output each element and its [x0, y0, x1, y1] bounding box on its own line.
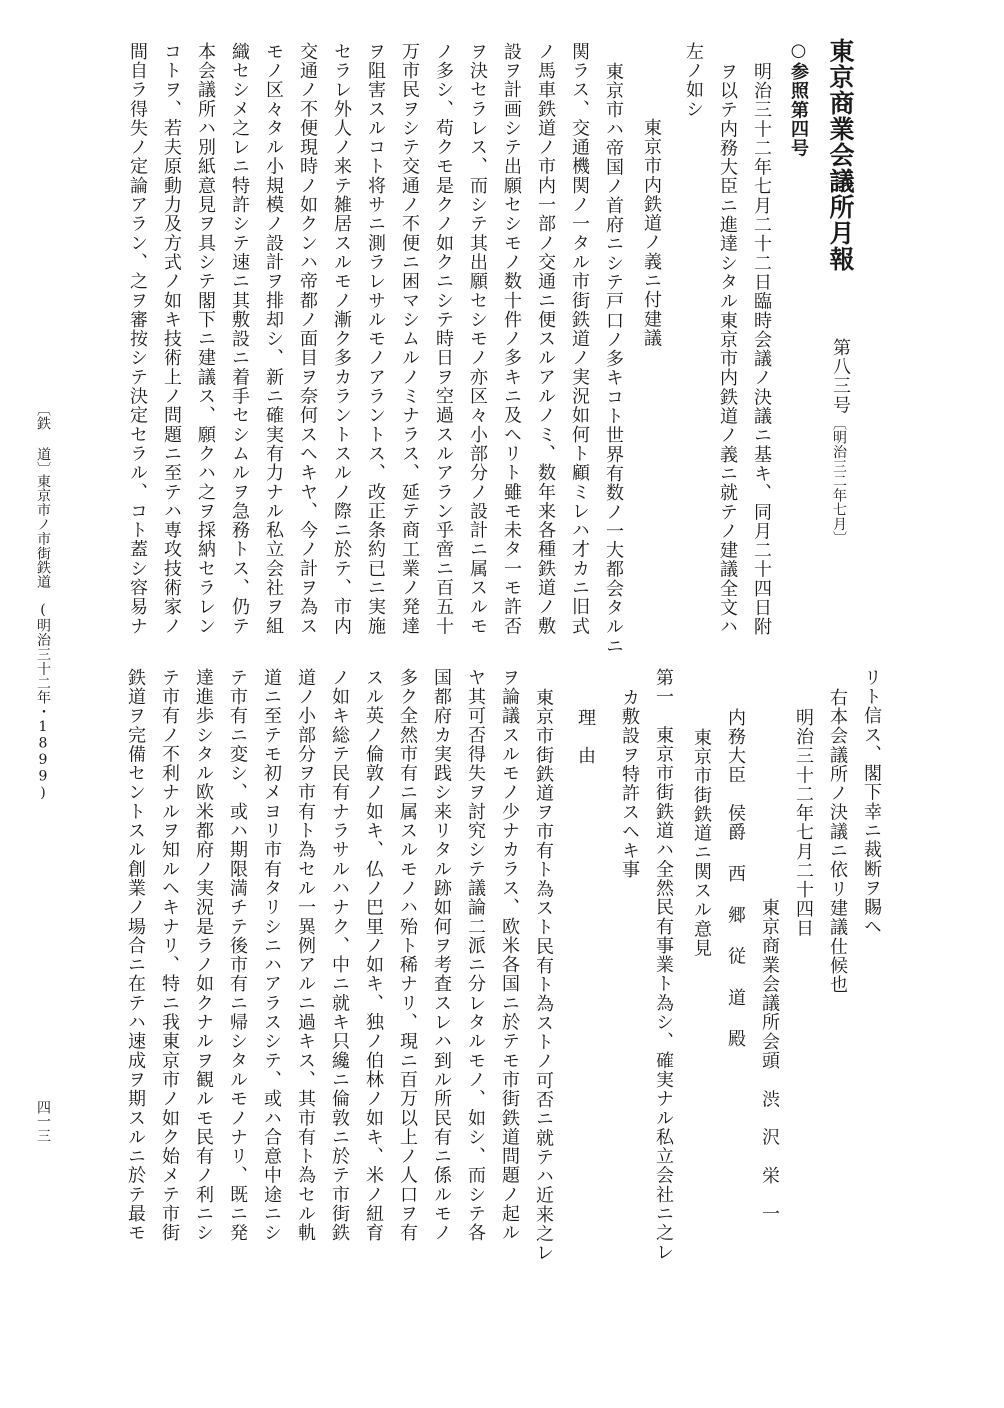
text-column: ヲ論議スルモノ少ナカラス、欧米各国ニ於テモ市街鉄道問題ノ起ル	[499, 668, 520, 1243]
text-column: 道ニ至テモ初メヨリ市有タリシニハアラスシテ、或ハ合意中途ニシ	[261, 668, 282, 1243]
text-column: 鉄道ヲ完備セントスル創業ノ場合ニ在テハ速成ヲ期スルニ於テ最モ	[125, 668, 146, 1243]
issue-date: 〔明治三二年七月〕	[831, 416, 847, 546]
reason-heading: 理 由	[575, 708, 596, 766]
text-column: 関ラス、交通機関ノ一タル市街鉄道ノ実況如何ト顧ミレハ才カニ旧式	[569, 42, 590, 636]
page-number: 四一三	[35, 1100, 51, 1144]
addressee-line: 内務大臣 侯爵 西 郷 従 道 殿	[725, 708, 746, 1049]
year-label: (明治三十二年・1899)	[35, 602, 51, 802]
text-column: テ市有ニ変シ、或ハ期限満チテ後市有ニ帰シタルモノナリ、既ニ発	[227, 668, 248, 1243]
text-column: 多ク全然市有ニ属スルモノハ殆ト稀ナリ、現ニ百万以上ノ人口ヲ有	[397, 668, 418, 1243]
section-label: 〔鉄 道〕	[35, 402, 51, 476]
reference-heading: ○参照第四号	[788, 40, 809, 158]
text-column: 間自ラ得失ノ定論アラン、之ヲ審按シテ決定セラル、コト蓋シ容易ナ	[127, 42, 148, 636]
text-column: テ市有ノ不利ナルヲ知ルヘキナリ、特ニ我東京市ノ如ク始メテ市街	[159, 668, 180, 1243]
date-line: 明治三十二年七月二十四日	[793, 708, 814, 938]
opinion-title: 東京市街鉄道ニ関スル意見	[691, 728, 712, 958]
text-column: 交通ノ不便現時ノ如クンハ帝都ノ面目ヲ奈何スヘキヤ、今ノ計ヲ為ス	[297, 42, 318, 636]
text-column: カ敷設ヲ特許スヘキ事	[619, 688, 640, 880]
text-column: セラレ外人ノ来テ雑居スルモノ漸ク多カラントスルノ際ニ於テ、市内	[331, 42, 352, 636]
text-column: スル英ノ倫敦ノ如キ、仏ノ巴里ノ如キ、独ノ伯林ノ如キ、米ノ紐育	[363, 668, 384, 1243]
text-column: ノ馬車鉄道ノ市内一部ノ交通ニ便スルアルノミ、数年来各種鉄道ノ敷	[535, 42, 556, 636]
text-column: 設ヲ計画シテ出願セシモノ数十件ノ多キニ及ヘリト雖モ未タ一モ許否	[501, 42, 522, 636]
issue-number: 第八三号	[830, 338, 851, 415]
text-column: 右本会議所ノ決議ニ依リ建議仕候也	[827, 688, 848, 995]
text-column: 達進歩シタル欧米都府ノ実況是ラノ如クナルヲ観ルモ民有ノ利ニシ	[193, 668, 214, 1243]
text-column: コトヲ、若夫原動力及方式ノ如キ技術上ノ問題ニ至テハ専攻技術家ノ	[161, 42, 182, 636]
text-column: ヲ阻害スルコト将サニ測ラレサルモノアラントス、改正条約已ニ実施	[365, 42, 386, 636]
text-column: ヤ其可否得失ヲ討究シテ議論二派ニ分レタルモノ、如シ、而シテ各	[465, 668, 486, 1243]
text-column: 織セシメ之レニ特許シテ速ニ其敷設ニ着手セシムルヲ急務トス、仍テ	[229, 42, 250, 636]
text-column: 東京市ハ帝国ノ首府ニシテ戸口ノ多キコト世界有数ノ一大都会タルニ	[603, 62, 624, 656]
running-title: 東京市ノ市街鉄道	[35, 474, 51, 590]
text-column: ヲ決セラレス、而シテ其出願セシモノ亦区々小部分ノ設計ニ属スルモ	[467, 42, 488, 636]
text-column: 本会議所ハ別紙意見ヲ具シテ閣下ニ建議ス、願クハ之ヲ採納セラレン	[195, 42, 216, 636]
text-column: 左ノ如シ	[683, 42, 704, 119]
sender-line: 東京商業会議所会頭 渋 沢 栄 一	[759, 898, 780, 1224]
text-column: ノ多シ、苟クモ是クノ如クニシテ時日ヲ空過スルアラン乎啻ニ百五十	[433, 42, 454, 636]
text-column: ヲ以テ内務大臣ニ進達シタル東京市内鉄道ノ義ニ就テノ建議全文ハ	[717, 62, 738, 637]
text-column: ノ如キ総テ民有ナラサルハナク、中ニ就キ只纔ニ倫敦ニ於テ市街鉄	[329, 668, 350, 1243]
text-column: 明治三十二年七月二十二日臨時会議ノ決議ニ基キ、同月二十四日附	[751, 62, 772, 637]
text-column: 第一 東京市街鉄道ハ全然民有事業ト為シ、確実ナル私立会社ニ之レ	[653, 668, 674, 1262]
journal-title: 東京商業会議所月報	[826, 38, 855, 272]
text-column: リト信ス、閣下幸ニ裁断ヲ賜ヘ	[861, 668, 882, 937]
text-column: 道ノ小部分ヲ市有ト為セル一異例アルニ過キス、其市有ト為セル軌	[295, 668, 316, 1243]
text-column: 万市民ヲシテ交通ノ不便ニ困マシムルノミナラス、延テ商工業ノ発達	[399, 42, 420, 636]
text-column: 東京市街鉄道ヲ市有ト為スト民有ト為ストノ可否ニ就テハ近来之レ	[533, 688, 554, 1263]
text-column: モノ区々タル小規模ノ設計ヲ排却シ、新ニ確実有力ナル私立会社ヲ組	[263, 42, 284, 636]
text-column: 国都府カ実践シ来リタル跡如何ヲ考査スレハ到ル所民有ニ係ルモノ	[431, 668, 452, 1243]
proposal-title: 東京市内鉄道ノ義ニ付建議	[641, 118, 662, 348]
